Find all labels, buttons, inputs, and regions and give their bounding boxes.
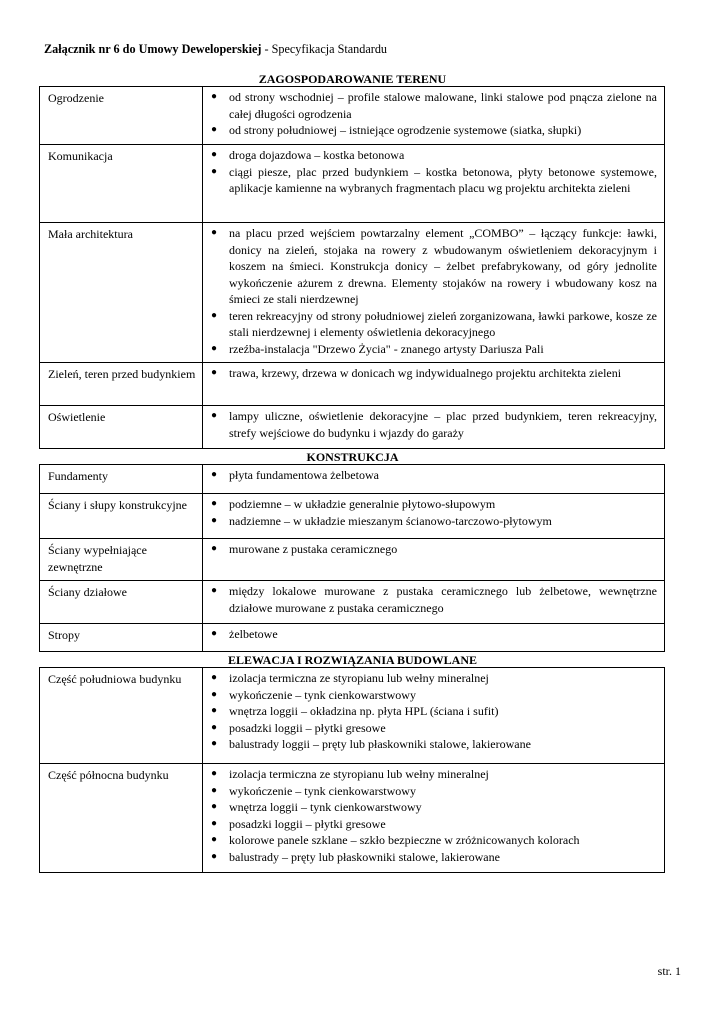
table-row xyxy=(40,465,665,494)
bullet-icon: ● xyxy=(211,768,218,779)
bullet-icon: ● xyxy=(211,149,218,160)
row-items xyxy=(203,624,665,652)
spec-table-elewacja xyxy=(39,667,665,873)
bullet-icon: ● xyxy=(211,850,218,862)
table-row xyxy=(40,406,665,449)
list-item-text: murowane z pustaka ceramicznego xyxy=(229,542,398,556)
list-item-text: nadziemne – w układzie mieszanym ścianowo-tarczowo-płytowym xyxy=(229,513,552,528)
list-item xyxy=(205,365,657,382)
list-item-text: droga dojazdowa – kostka betonowa xyxy=(229,148,405,162)
list-item xyxy=(205,832,657,849)
row-label: Stropy xyxy=(40,624,203,652)
list-item-text: żelbetowe xyxy=(229,627,278,641)
list-item-text: między lokalowe murowane z pustaka ceramicznego lub żelbetowe, wewnętrzne działowe murowane z pustaka ceramicznego xyxy=(229,584,657,615)
row-items xyxy=(203,494,665,539)
page-title xyxy=(44,42,387,57)
table-row xyxy=(40,539,665,581)
row-items xyxy=(203,764,665,873)
table-row xyxy=(40,494,665,539)
list-item xyxy=(205,670,657,687)
bullet-icon: ● xyxy=(211,227,218,238)
table-row xyxy=(40,223,665,363)
row-items xyxy=(203,668,665,764)
table-row xyxy=(40,624,665,652)
bullet-icon: ● xyxy=(211,498,218,509)
list-item xyxy=(205,703,657,720)
list-item xyxy=(205,122,657,139)
row-label: Ściany wypełniające zewnętrzne xyxy=(40,539,203,581)
list-item-text: izolacja termiczna ze styropianu lub wełny mineralnej xyxy=(229,767,489,781)
row-label: Fundamenty xyxy=(40,465,203,494)
row-items xyxy=(203,223,665,363)
list-item-text: podziemne – w układzie generalnie płytowo-słupowym xyxy=(229,497,496,511)
bullet-icon: ● xyxy=(211,410,218,421)
list-item-text: ciągi piesze, plac przed budynkiem – kostka betonowa, płyty betonowe systemowe, aplikacje kamienne na wybranych fragmentach placu wg projektu architekta zieleni xyxy=(229,164,657,195)
row-label: Ściany działowe xyxy=(40,581,203,624)
row-items xyxy=(203,363,665,406)
list-item xyxy=(205,799,657,816)
bullet-icon: ● xyxy=(211,342,218,354)
section-heading-zagospodarowanie: ZAGOSPODAROWANIE TERENU xyxy=(258,72,447,86)
list-item-text: wykończenie – tynk cienkowarstwowy xyxy=(229,783,416,798)
list-item xyxy=(205,783,657,800)
list-item-text: wnętrza loggii – tynk cienkowarstwowy xyxy=(229,800,422,814)
table-row xyxy=(40,581,665,624)
row-label: Komunikacja xyxy=(40,145,203,223)
list-item-text: posadzki loggii – płytki gresowe xyxy=(229,816,386,831)
list-item-text: płyta fundamentowa żelbetowa xyxy=(229,468,379,482)
table-row xyxy=(40,764,665,873)
bullet-icon: ● xyxy=(211,543,218,554)
list-item-text: balustrady loggii – pręty lub płaskowniki stalowe, lakierowane xyxy=(229,737,531,751)
bullet-icon: ● xyxy=(211,688,218,700)
bullet-icon: ● xyxy=(211,784,218,796)
list-item-text: teren rekreacyjny od strony południowej zieleń zorganizowana, ławki parkowe, kosze ze stali nierdzewnej i elementy oświetlenia dekoracyjnego xyxy=(229,308,657,339)
row-items xyxy=(203,465,665,494)
bullet-icon: ● xyxy=(211,309,218,321)
list-item-text: lampy uliczne, oświetlenie dekoracyjne – plac przed budynkiem, teren rekreacyjny, strefy wejściowe do budynku i wjazdy do garaży xyxy=(229,409,657,440)
table-row xyxy=(40,87,665,145)
list-item xyxy=(205,513,657,530)
row-label: Oświetlenie xyxy=(40,406,203,449)
list-item xyxy=(205,308,657,341)
row-label: Część południowa budynku xyxy=(40,668,203,764)
list-item xyxy=(205,736,657,753)
list-item-text: izolacja termiczna ze styropianu lub wełny mineralnej xyxy=(229,671,489,685)
list-item xyxy=(205,408,657,441)
bullet-icon: ● xyxy=(211,165,218,177)
list-item xyxy=(205,225,657,308)
list-item-text: wnętrza loggii – okładzina np. płyta HPL (ściana i sufit) xyxy=(229,704,499,718)
page-title-rest: - Specyfikacja Standardu xyxy=(261,42,388,56)
bullet-icon: ● xyxy=(211,834,218,845)
list-item-text: kolorowe panele szklane – szkło bezpieczne w zróżnicowanych kolorach xyxy=(229,833,580,847)
bullet-icon: ● xyxy=(211,514,218,526)
list-item xyxy=(205,341,657,358)
list-item-text: od strony południowej – istniejące ogrodzenie systemowe (siatka, słupki) xyxy=(229,123,582,137)
row-label: Ściany i słupy konstrukcyjne xyxy=(40,494,203,539)
list-item-text: posadzki loggii – płytki gresowe xyxy=(229,720,386,735)
list-item xyxy=(205,626,657,643)
bullet-icon: ● xyxy=(211,705,218,716)
list-item-text: od strony wschodniej – profile stalowe malowane, linki stalowe pod pnącza zielone na całej długości ogrodzenia xyxy=(229,90,657,121)
spec-table-zagospodarowanie xyxy=(39,86,665,449)
list-item xyxy=(205,496,657,513)
bullet-icon: ● xyxy=(211,628,218,639)
list-item xyxy=(205,583,657,616)
bullet-icon: ● xyxy=(211,91,218,102)
list-item xyxy=(205,766,657,783)
bullet-icon: ● xyxy=(211,738,218,749)
list-item-text: rzeźba-instalacja "Drzewo Życia" - znanego artysty Dariusza Pali xyxy=(229,341,544,356)
list-item xyxy=(205,147,657,164)
row-label: Część północna budynku xyxy=(40,764,203,873)
spec-table-konstrukcja xyxy=(39,464,665,652)
row-items xyxy=(203,539,665,581)
row-items xyxy=(203,145,665,223)
list-item-text: wykończenie – tynk cienkowarstwowy xyxy=(229,687,416,702)
row-label: Zieleń, teren przed budynkiem xyxy=(40,363,203,406)
list-item-text: trawa, krzewy, drzewa w donicach wg indywidualnego projektu architekta zieleni xyxy=(229,366,622,380)
page-title-bold: Załącznik nr 6 do Umowy Deweloperskiej xyxy=(44,42,262,56)
bullet-icon: ● xyxy=(211,469,218,480)
bullet-icon: ● xyxy=(211,721,218,733)
row-label: Mała architektura xyxy=(40,223,203,363)
row-items xyxy=(203,581,665,624)
row-items xyxy=(203,406,665,449)
section-heading-konstrukcja: KONSTRUKCJA xyxy=(306,450,399,464)
bullet-icon: ● xyxy=(211,801,218,812)
table-row xyxy=(40,668,665,764)
bullet-icon: ● xyxy=(211,585,218,596)
list-item xyxy=(205,467,657,484)
list-item xyxy=(205,89,657,122)
list-item xyxy=(205,687,657,704)
row-items xyxy=(203,87,665,145)
list-item xyxy=(205,164,657,197)
list-item xyxy=(205,720,657,737)
page-number: str. 1 xyxy=(657,964,681,978)
table-row xyxy=(40,363,665,406)
list-item-text: na placu przed wejściem powtarzalny element „COMBO” – łączący funkcje: ławki, donicy na zieleń, stojaka na rowery z wbudowanym oświetleniem dekoracyjnym i koszem na śmieci. Konstrukcja donicy – żelbet prefabrykowany, od góry jednolite wykończenie ażurem z drewna. Elementy stojaków na rowery i wbudowany kosz na śmieci ze stali nierdzewnej xyxy=(229,226,657,306)
list-item xyxy=(205,541,657,558)
row-label: Ogrodzenie xyxy=(40,87,203,145)
bullet-icon: ● xyxy=(211,367,218,378)
section-heading-elewacja: ELEWACJA I ROZWIĄZANIA BUDOWLANE xyxy=(227,653,478,667)
list-item-text: balustrady – pręty lub płaskowniki stalowe, lakierowane xyxy=(229,849,500,864)
bullet-icon: ● xyxy=(211,672,218,683)
table-row xyxy=(40,145,665,223)
list-item xyxy=(205,849,657,866)
list-item xyxy=(205,816,657,833)
bullet-icon: ● xyxy=(211,817,218,829)
bullet-icon: ● xyxy=(211,124,218,135)
